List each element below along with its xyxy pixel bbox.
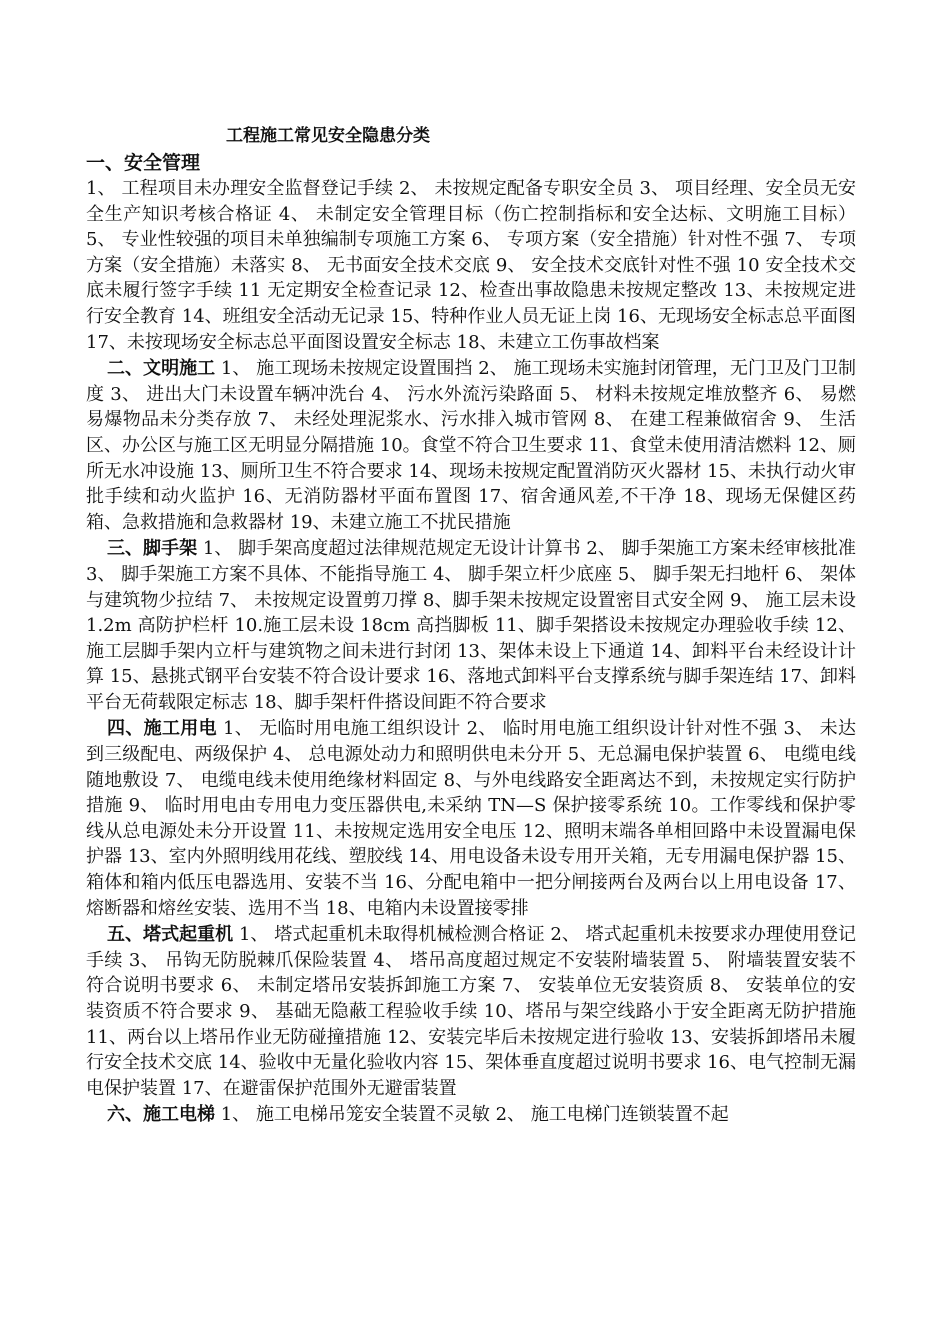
section-body: 1、 施工电梯吊笼安全装置不灵敏 2、 施工电梯门连锁装置不起 — [220, 1104, 729, 1126]
section-safety-management — [86, 150, 856, 355]
section-scaffolding — [86, 536, 856, 715]
section-heading: 二、文明施工 — [107, 358, 216, 380]
section-construction-elevator — [86, 1102, 856, 1128]
section-heading: 五、塔式起重机 — [107, 924, 234, 946]
section-body: 1、 无临时用电施工组织设计 2、 临时用电施工组织设计针对性不强 3、 未达到三级配电、两级保护 4、 总电源处动力和照明供电未分开 5、无总漏电保护装置 6、 电缆电线随地敷设 7、 电缆电线未使用绝缘材料固定 8、与外电线路安全距离达不到，未按规定实行防护措施 9、 临时用电由专用电力变压器供电,未采纳 TN—S 保护接零系统 10。工作零线和保护零线从总电源处未分开设置 11、未按规定选用安全电压 12、照明末端各单相回路中未设置漏电保护器 13、室内外照明线用花线、塑胶线 14、用电设备未设专用开关箱，无专用漏电保护器 15、箱体和箱内低压电器选用、安装不当 16、分配电箱中一把分闸接两台及两台以上用电设备 17、熔断器和熔丝安装、选用不当 18、电箱内未设置接零排 — [86, 718, 856, 919]
section-construction-electricity — [86, 716, 856, 921]
section-paragraph — [86, 716, 856, 921]
section-body: 1、 脚手架高度超过法律规范规定无设计计算书 2、 脚手架施工方案未经审核批准 3、 脚手架施工方案不具体、不能指导施工 4、 脚手架立杆少底座 5、 脚手架无扫地杆 6、 架体与建筑物少拉结 7、 未按规定设置剪刀撑 8、脚手架未按规定设置密目式安全网 9、 施工层未设 1.2m 高防护栏杆 10.施工层未设 18cm 高挡脚板 11、脚手架搭设未按规定办理验收手续 12、施工层脚手架内立杆与建筑物之间未进行封闭 13、架体未设上下通道 14、卸料平台未经设计计算 15、悬挑式钢平台安装不符合设计要求 16、落地式卸料平台支撑系统与脚手架连结 17、卸料平台无荷载限定标志 18、脚手架杆件搭设间距不符合要求 — [86, 538, 856, 713]
section-paragraph — [86, 356, 856, 535]
section-heading: 一、安全管理 — [86, 152, 201, 174]
section-body: 1、 塔式起重机未取得机械检测合格证 2、 塔式起重机未按要求办理使用登记手续 3、 吊钩无防脱棘爪保险装置 4、 塔吊高度超过规定不安装附墙装置 5、 附墙装置安装不符合说明书要求 6、 未制定塔吊安装拆卸施工方案 7、 安装单位无安装资质 8、 安装单位的安装资质不符合要求 9、 基础无隐蔽工程验收手续 10、塔吊与架空线路小于安全距离无防护措施 11、两台以上塔吊作业无防碰撞措施 12、安装完毕后未按规定进行验收 13、安装拆卸塔吊未履行安全技术交底 14、验收中无量化验收内容 15、架体垂直度超过说明书要求 16、电气控制无漏电保护装置 17、在避雷保护范围外无避雷装置 — [86, 924, 856, 1099]
section-paragraph — [86, 1102, 856, 1128]
document-page — [86, 122, 856, 1128]
section-paragraph — [86, 922, 856, 1101]
section-body: 1、 工程项目未办理安全监督登记手续 2、 未按规定配备专职安全员 3、 项目经理、安全员无安全生产知识考核合格证 4、 未制定安全管理目标（伤亡控制指标和安全达标、文明施工目标）5、 专业性较强的项目未单独编制专项施工方案 6、 专项方案（安全措施）针对性不强 7、 专项方案（安全措施）未落实 8、 无书面安全技术交底 9、 安全技术交底针对性不强 10 安全技术交底未履行签字手续 11 无定期安全检查记录 12、检查出事故隐患未按规定整改 13、未按规定进行安全教育 14、班组安全活动无记录 15、特种作业人员无证上岗 16、无现场安全标志总平面图 17、未按现场安全标志总平面图设置安全标志 18、未建立工伤事故档案 — [86, 178, 856, 353]
section-tower-crane — [86, 922, 856, 1101]
section-paragraph — [86, 536, 856, 715]
section-heading: 三、脚手架 — [107, 538, 198, 560]
document-title: 工程施工常见安全隐患分类 — [226, 126, 430, 146]
section-heading: 六、施工电梯 — [107, 1104, 215, 1126]
section-heading: 四、施工用电 — [107, 718, 217, 740]
section-body: 1、 施工现场未按规定设置围挡 2、 施工现场未实施封闭管理，无门卫及门卫制度 3、 进出大门未设置车辆冲洗台 4、 污水外流污染路面 5、 材料未按规定堆放整齐 6、 易燃易爆物品未分类存放 7、 未经处理泥浆水、污水排入城市管网 8、 在建工程兼做宿舍 9、 生活区、办公区与施工区无明显分隔措施 10。食堂不符合卫生要求 11、食堂未使用清洁燃料 12、厕所无水冲设施 13、厕所卫生不符合要求 14、现场未按规定配置消防灭火器材 15、未执行动火审批手续和动火监护 16、无消防器材平面布置图 17、宿舍通风差,不干净 18、现场无保健区药箱、急救措施和急救器材 19、未建立施工不扰民措施 — [86, 358, 856, 533]
section-civilized-construction — [86, 356, 856, 535]
